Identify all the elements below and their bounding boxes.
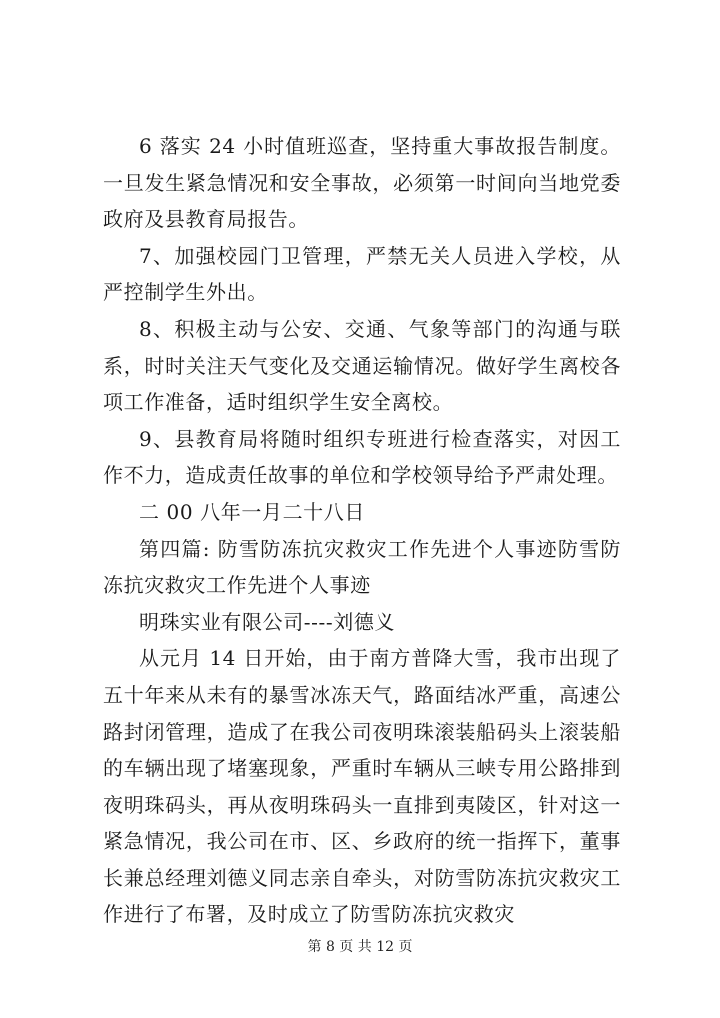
paragraph-item-8: 8、积极主动与公安、交通、气象等部门的沟通与联系，时时关注天气变化及交通运输情况。做好学生离校各项工作准备，适时组织学生安全离校。 — [103, 316, 621, 415]
paragraph-item-6: 6 落实 24 小时值班巡查，坚持重大事故报告制度。一旦发生紧急情况和安全事故，必须第一时间向当地党委政府及县教育局报告。 — [103, 134, 621, 232]
document-body — [103, 128, 621, 933]
paragraph-item-9: 9、县教育局将随时组织专班进行检查落实，对因工作不力，造成责任故事的单位和学校领导给予严肃处理。 — [103, 426, 621, 488]
paragraph-item-7: 7、加强校园门卫管理，严禁无关人员进入学校，从严控制学生外出。 — [103, 243, 621, 305]
document-date: 二 00 八年一月二十八日 — [139, 499, 365, 524]
section-heading: 第四篇: 防雪防冻抗灾救灾工作先进个人事迹防雪防冻抗灾救灾工作先进个人事迹 — [103, 536, 621, 598]
page-number-footer: 第 8 页 共 12 页 — [307, 939, 413, 955]
company-author-line: 明珠实业有限公司----刘德义 — [139, 609, 396, 634]
body-paragraph: 从元月 14 日开始，由于南方普降大雪，我市出现了五十年来从未有的暴雪冰冻天气，路面结冰严重，高速公路封闭管理，造成了在我公司夜明珠滚装船码头上滚装船的车辆出现了堵塞现象，严重时车辆从三峡专用公路排到夜明珠码头，再从夜明珠码头一直排到夷陵区，针对这一紧急情况，我公司在市、区、乡政府的统一指挥下，董事长兼总经理刘德义同志亲自牵头，对防雪防冻抗灾救灾工作进行了布署，及时成立了防雪防冻抗灾救灾 — [103, 646, 621, 927]
